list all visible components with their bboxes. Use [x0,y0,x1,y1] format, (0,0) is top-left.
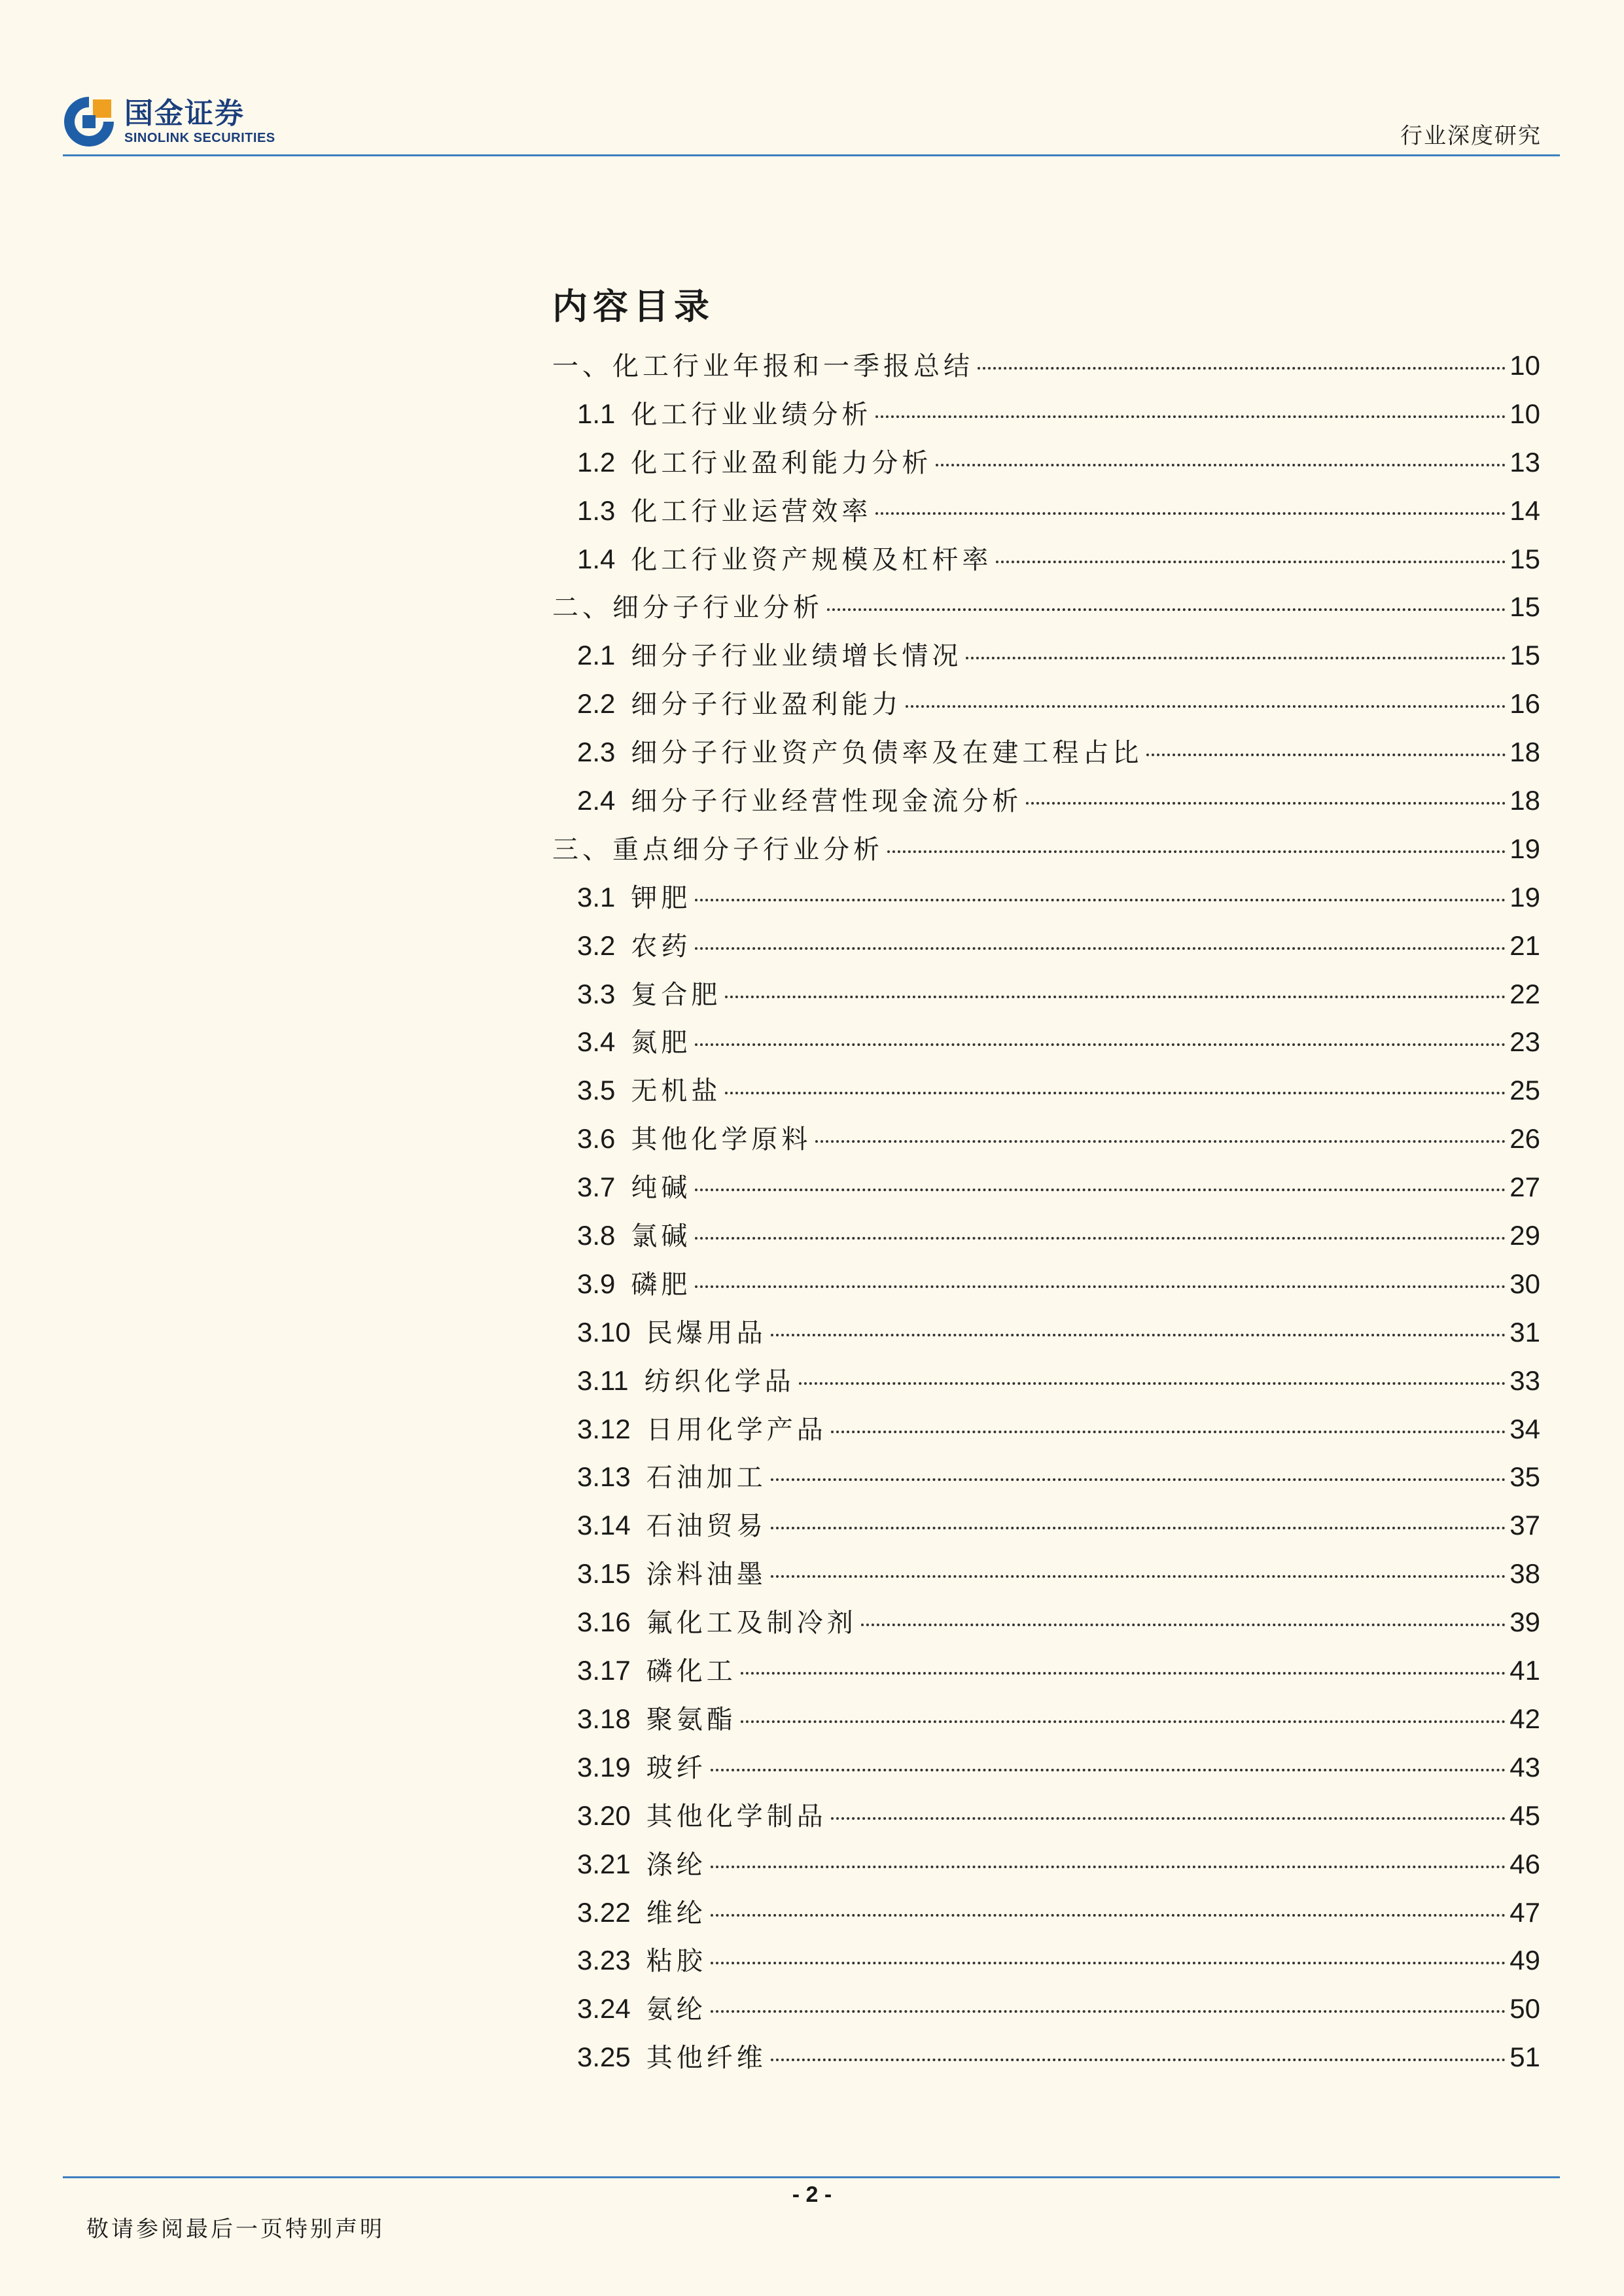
toc-entry-page: 29 [1509,1220,1540,1251]
toc-entry-label: 粘胶 [646,1946,707,1977]
toc-dot-leader [695,947,1506,950]
toc-entry[interactable] [552,1646,1540,1695]
toc-dot-leader [831,1817,1506,1820]
toc-entry-number: 2.1 [577,640,616,671]
toc-entry[interactable] [552,873,1540,922]
toc-entry-label: 磷肥 [631,1269,692,1300]
toc-entry-page: 18 [1509,785,1540,816]
toc-entry[interactable] [552,438,1540,487]
toc-entry-number: 3.22 [577,1896,631,1928]
toc-dot-leader [771,1575,1506,1578]
toc-entry-label: 氟化工及制冷剂 [646,1608,857,1639]
toc-entry-page: 37 [1509,1510,1540,1541]
toc-entry-page: 16 [1509,688,1540,720]
toc-entry-page: 19 [1509,833,1540,864]
toc-entry-number: 3.14 [577,1510,631,1541]
toc-entry-label: 复合肥 [631,979,722,1010]
toc-entry-page: 41 [1509,1655,1540,1686]
toc-dot-leader [741,1720,1506,1723]
toc-dot-leader [711,2010,1506,2013]
table-of-contents [552,273,1540,2081]
toc-entry-number: 3.11 [577,1365,629,1396]
toc-dot-leader [725,996,1506,998]
toc-entry-label: 维纶 [646,1898,707,1928]
toc-entry-number: 3.19 [577,1751,631,1783]
toc-entry-label: 聚氨酯 [646,1704,737,1735]
toc-entry-label: 钾肥 [631,882,692,913]
toc-entry[interactable] [552,1066,1540,1115]
toc-entry-label: 涤纶 [646,1849,707,1880]
toc-entry[interactable] [552,1936,1540,1985]
toc-title: 内容目录 [552,285,715,327]
toc-entry-page: 38 [1509,1558,1540,1590]
toc-dot-leader [771,1334,1506,1336]
toc-dot-leader [711,1769,1506,1771]
toc-entry[interactable] [552,1840,1540,1888]
toc-dot-leader [771,2059,1506,2061]
toc-dot-leader [966,657,1506,659]
toc-entry-page: 27 [1509,1172,1540,1203]
toc-entry[interactable] [552,1501,1540,1550]
toc-entry[interactable] [552,487,1540,535]
page-number: - 2 - [792,2182,832,2207]
toc-entry-label: 化工行业盈利能力分析 [631,447,932,478]
toc-entry[interactable] [552,1308,1540,1357]
toc-entry-label: 纺织化学品 [644,1366,795,1397]
toc-entry-label: 石油加工 [646,1463,767,1493]
toc-entry-page: 51 [1509,2042,1540,2073]
toc-entry[interactable] [552,922,1540,970]
toc-dot-leader [978,367,1506,370]
toc-entry-label: 化工行业业绩分析 [631,399,872,430]
toc-dot-leader [827,608,1506,611]
toc-entry[interactable] [552,1695,1540,1743]
toc-list [552,341,1540,2081]
toc-entry-page: 18 [1509,737,1540,768]
toc-entry-page: 50 [1509,1993,1540,2025]
toc-entry-label: 民爆用品 [646,1317,767,1348]
toc-entry-page: 22 [1509,978,1540,1009]
toc-entry-number: 3.21 [577,1848,631,1879]
toc-entry-number: 1.1 [577,398,616,429]
toc-entry-page: 15 [1509,591,1540,623]
toc-entry-number: 3.24 [577,1993,631,2025]
toc-entry-page: 15 [1509,640,1540,671]
toc-entry-number: 3.17 [577,1655,631,1686]
toc-entry-page: 30 [1509,1268,1540,1299]
toc-entry-number: 3.18 [577,1703,631,1734]
toc-dot-leader [875,512,1506,515]
toc-entry-page: 31 [1509,1316,1540,1348]
toc-entry-page: 10 [1509,350,1540,381]
page-header [63,92,1560,157]
toc-entry-number: 3.13 [577,1461,631,1493]
toc-entry-number: 3.2 [577,930,616,961]
toc-entry-label: 无机盐 [631,1076,722,1107]
toc-entry[interactable] [552,776,1540,825]
toc-entry[interactable] [552,535,1540,583]
toc-dot-leader [771,1527,1506,1529]
toc-entry-label: 其他纤维 [646,2043,767,2074]
toc-entry-page: 26 [1509,1123,1540,1155]
logo-english-name: SINOLINK SECURITIES [124,131,275,145]
toc-entry-label: 其他化学制品 [646,1801,827,1832]
toc-entry-page: 49 [1509,1945,1540,1976]
toc-entry-label: 三、重点细分子行业分析 [552,834,883,865]
toc-entry-number: 3.8 [577,1220,616,1251]
toc-dot-leader [695,1237,1506,1240]
toc-entry-number: 2.4 [577,785,616,816]
toc-entry-number: 1.4 [577,543,616,574]
toc-entry-label: 石油贸易 [646,1511,767,1542]
toc-entry-number: 3.7 [577,1172,616,1203]
toc-entry-page: 10 [1509,398,1540,429]
toc-entry[interactable] [552,1211,1540,1260]
toc-entry[interactable] [552,728,1540,776]
toc-entry-page: 43 [1509,1751,1540,1783]
toc-entry-label: 二、细分子行业分析 [552,593,823,623]
toc-entry-number: 3.23 [577,1945,631,1976]
toc-dot-leader [725,1092,1506,1094]
toc-dot-leader [771,1478,1506,1481]
toc-entry-number: 3.20 [577,1800,631,1831]
toc-entry-number: 3.3 [577,978,616,1009]
toc-entry-label: 细分子行业资产负债率及在建工程占比 [631,738,1143,769]
toc-entry-label: 玻纤 [646,1752,707,1783]
toc-entry-page: 34 [1509,1413,1540,1444]
toc-entry[interactable] [552,970,1540,1018]
toc-entry-number: 1.2 [577,446,616,478]
toc-entry[interactable] [552,631,1540,680]
toc-dot-leader [831,1431,1506,1433]
toc-entry-number: 3.6 [577,1123,616,1155]
toc-entry[interactable] [552,1985,1540,2033]
toc-entry-number: 3.12 [577,1413,631,1444]
toc-entry-number: 2.3 [577,737,616,768]
toc-dot-leader [695,1189,1506,1191]
toc-entry-page: 47 [1509,1896,1540,1928]
toc-entry-label: 细分子行业盈利能力 [631,689,902,720]
toc-entry-number: 3.16 [577,1607,631,1638]
toc-entry-page: 25 [1509,1075,1540,1106]
toc-dot-leader [1146,754,1506,756]
toc-entry-number: 1.3 [577,495,616,526]
logo-mark-icon [63,96,115,148]
toc-dot-leader [695,899,1506,901]
toc-entry[interactable] [552,1018,1540,1066]
toc-entry-page: 15 [1509,543,1540,574]
toc-entry-label: 涂料油墨 [646,1559,767,1590]
toc-dot-leader [875,415,1506,418]
disclaimer-note: 敬请参阅最后一页特别声明 [86,2216,385,2242]
toc-dot-leader [887,850,1506,853]
toc-entry-number: 3.9 [577,1268,616,1299]
toc-entry-page: 23 [1509,1026,1540,1058]
toc-entry[interactable] [552,1550,1540,1598]
toc-entry-label: 化工行业资产规模及杠杆率 [631,544,993,575]
toc-entry[interactable] [552,1792,1540,1840]
toc-dot-leader [711,1962,1506,1964]
toc-entry-page: 33 [1509,1365,1540,1396]
toc-entry-page: 35 [1509,1461,1540,1493]
toc-dot-leader [711,1914,1506,1917]
toc-entry-label: 氯碱 [631,1221,692,1252]
toc-entry-label: 细分子行业经营性现金流分析 [631,786,1023,817]
toc-entry-number: 3.5 [577,1075,616,1106]
toc-entry-number: 3.15 [577,1558,631,1590]
toc-entry-page: 42 [1509,1703,1540,1734]
toc-entry-page: 14 [1509,495,1540,526]
toc-entry-number: 3.1 [577,881,616,913]
toc-entry[interactable] [552,825,1540,873]
toc-entry-label: 农药 [631,931,692,962]
toc-entry[interactable] [552,583,1540,631]
toc-entry-label: 化工行业运营效率 [631,496,872,527]
toc-entry[interactable] [552,390,1540,438]
toc-entry-number: 2.2 [577,688,616,720]
report-type-label: 行业深度研究 [1400,123,1542,149]
toc-entry-page: 19 [1509,881,1540,913]
toc-entry-number: 3.25 [577,2042,631,2073]
toc-dot-leader [815,1140,1506,1143]
toc-dot-leader [1026,802,1506,805]
toc-entry[interactable] [552,1163,1540,1211]
toc-entry-label: 磷化工 [646,1656,737,1687]
toc-entry[interactable] [552,1260,1540,1308]
header-divider [63,154,1560,156]
toc-entry[interactable] [552,1453,1540,1501]
toc-entry-page: 46 [1509,1848,1540,1879]
toc-entry-label: 一、化工行业年报和一季报总结 [552,351,974,381]
company-logo [63,92,296,152]
toc-entry-page: 45 [1509,1800,1540,1831]
toc-entry-page: 39 [1509,1607,1540,1638]
toc-entry-label: 氮肥 [631,1028,692,1058]
toc-entry-label: 其他化学原料 [631,1124,812,1155]
toc-dot-leader [861,1624,1506,1626]
toc-dot-leader [695,1043,1506,1046]
toc-entry-number: 3.4 [577,1026,616,1058]
toc-entry-label: 氨纶 [646,1994,707,2025]
toc-entry[interactable] [552,1357,1540,1405]
toc-entry-number: 3.10 [577,1316,631,1348]
toc-entry-label: 细分子行业业绩增长情况 [631,641,962,672]
toc-dot-leader [711,1866,1506,1868]
toc-entry[interactable] [552,680,1540,728]
toc-entry-label: 纯碱 [631,1173,692,1204]
toc-entry-page: 21 [1509,930,1540,961]
toc-entry-page: 13 [1509,446,1540,478]
toc-entry-label: 日用化学产品 [646,1414,827,1445]
toc-entry[interactable] [552,1405,1540,1453]
toc-entry[interactable] [552,1743,1540,1792]
toc-dot-leader [936,464,1506,466]
toc-entry[interactable] [552,341,1540,390]
toc-entry[interactable] [552,1115,1540,1163]
toc-dot-leader [996,561,1506,563]
toc-entry[interactable] [552,1598,1540,1646]
toc-dot-leader [799,1382,1506,1385]
toc-dot-leader [741,1672,1506,1675]
toc-entry[interactable] [552,1888,1540,1937]
toc-entry[interactable] [552,2033,1540,2081]
footer-divider [63,2176,1560,2178]
logo-chinese-name: 国金证券 [124,97,245,130]
toc-dot-leader [906,705,1506,708]
toc-dot-leader [695,1285,1506,1288]
